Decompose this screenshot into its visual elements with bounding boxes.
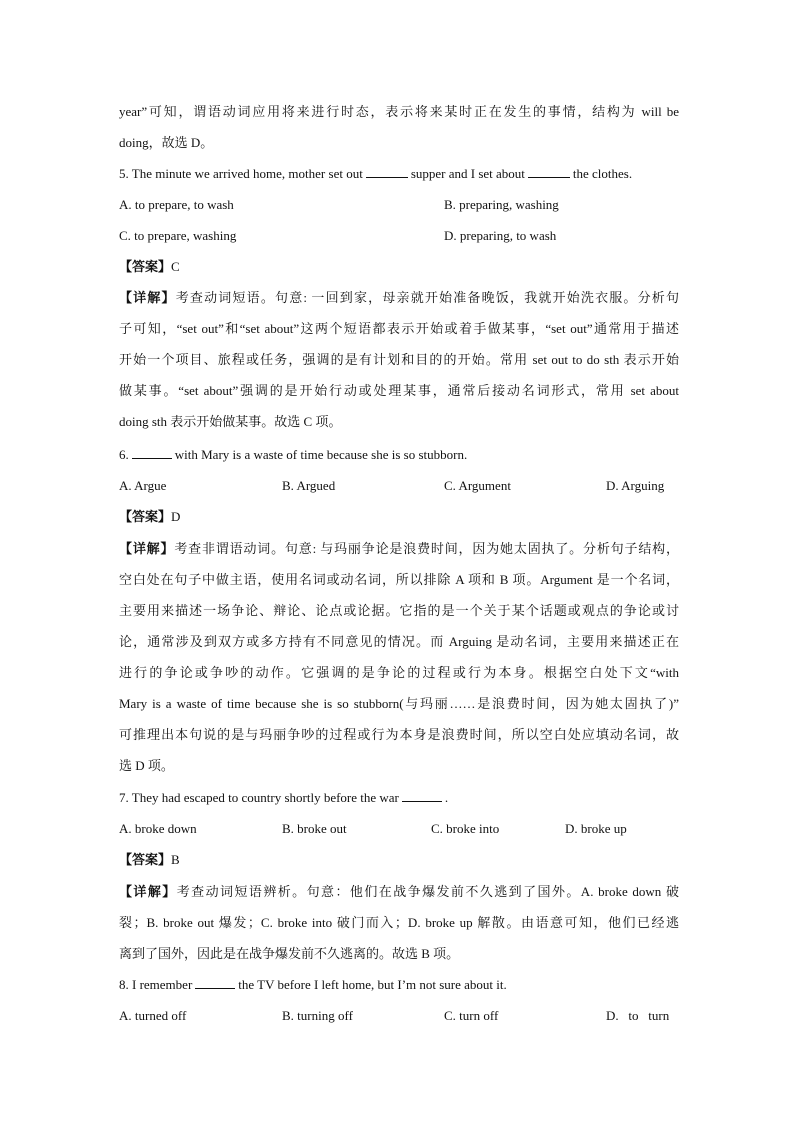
question-8-stem: 8. I remember the TV before I left home, but I’m not sure about it. — [119, 977, 507, 992]
option-d: D. to turn — [606, 1008, 670, 1023]
option-d: D. Arguing — [606, 478, 665, 493]
explanation-line: 主要用来描述一场争论、辩论、论点或论据。它指的是一个关于某个话题或观点的争论或讨 — [119, 603, 679, 618]
answer-blank — [366, 165, 408, 178]
explanation-line: Mary is a waste of time because she is so stubborn(与玛丽……是浪费时间，因为她太固执了)” — [119, 696, 679, 711]
option-a: A. to prepare, to wash — [119, 197, 234, 212]
explanation-label: 【详解】 — [119, 541, 175, 556]
text-line: year”可知，谓语动词应用将来进行时态，表示将来某时正在发生的事情，结构为 will be — [119, 104, 679, 119]
explanation-line: 做某事。“set about”强调的是开始行动或处理某事，通常后接动名词形式，常用 set about — [119, 383, 679, 398]
answer-blank — [528, 165, 570, 178]
answer-value: D — [171, 509, 181, 524]
explanation-line: 开始一个项目、旅程或任务，强调的是有计划和目的的开始。常用 set out to do sth 表示开始 — [119, 352, 679, 367]
explanation-line: 裂；B. broke out 爆发；C. broke into 破门而入；D. broke up 解散。由语意可知，他们已经逃 — [119, 915, 679, 930]
answer-line — [119, 251, 679, 282]
answer-label: 【答案】 — [119, 509, 172, 524]
explanation-line: 选 D 项。 — [119, 758, 174, 773]
question-5-stem: 5. The minute we arrived home, mother set out supper and I set about the clothes. — [119, 166, 633, 181]
explanation-line: 进行的争论或争吵的动作。它强调的是争论的过程或行为本身。根据空白处下文“with — [119, 665, 679, 680]
answer-line — [119, 501, 679, 532]
option-b: B. broke out — [282, 821, 347, 836]
question-6-stem: 6. with Mary is a waste of time because she is so stubborn. — [119, 447, 468, 462]
option-a: A. Argue — [119, 478, 167, 493]
option-c: C. Argument — [444, 478, 511, 493]
option-c: C. broke into — [431, 821, 500, 836]
answer-blank — [195, 976, 235, 989]
explanation-line: 【详解】考查动词短语辨析。句意：他们在战争爆发前不久逃到了国外。A. broke down 破 — [119, 884, 679, 899]
answer-line — [119, 844, 679, 875]
explanation-line: 可推理出本句说的是与玛丽争吵的过程或行为本身是浪费时间，所以空白处应填动名词，故 — [119, 727, 679, 742]
option-b: B. turning off — [282, 1008, 353, 1023]
question-7-stem: 7. They had escaped to country shortly before the war . — [119, 790, 449, 805]
explanation-line: 【详解】考查动词短语。句意: 一回到家，母亲就开始准备晚饭，我就开始洗衣服。分析句 — [119, 290, 679, 305]
answer-label: 【答案】 — [119, 852, 172, 867]
answer-blank — [132, 446, 172, 459]
explanation-label: 【详解】 — [119, 290, 176, 305]
explanation-line: 离到了国外，因此是在战争爆发前不久逃离的。故选 B 项。 — [119, 946, 460, 961]
answer-label: 【答案】 — [119, 259, 172, 274]
option-b: B. Argued — [282, 478, 336, 493]
option-c: C. to prepare, washing — [119, 228, 237, 243]
option-a: A. broke down — [119, 821, 197, 836]
explanation-line: 空白处在句子中做主语，使用名词或动名词，所以排除 A 项和 B 项。Argument 是一个名词， — [119, 572, 679, 587]
explanation-line: 【详解】考查非谓语动词。句意: 与玛丽争论是浪费时间，因为她太固执了。分析句子结构， — [119, 541, 679, 556]
option-a: A. turned off — [119, 1008, 187, 1023]
option-b: B. preparing, washing — [444, 197, 559, 212]
answer-value: C — [171, 259, 180, 274]
answer-blank — [402, 789, 442, 802]
answer-value: B — [171, 852, 180, 867]
option-c: C. turn off — [444, 1008, 499, 1023]
option-d: D. broke up — [565, 821, 627, 836]
explanation-line: doing sth 表示开始做某事。故选 C 项。 — [119, 414, 342, 429]
explanation-label: 【详解】 — [119, 884, 177, 899]
explanation-line: 论，通常涉及到双方或多方持有不同意见的情况。而 Arguing 是动名词，主要用来描述正在 — [119, 634, 679, 649]
explanation-line: 子可知，“set out”和“set about”这两个短语都表示开始或着手做某事，“set out”通常用于描述 — [119, 321, 679, 336]
text-line: doing，故选 D。 — [119, 135, 214, 150]
option-d: D. preparing, to wash — [444, 228, 557, 243]
